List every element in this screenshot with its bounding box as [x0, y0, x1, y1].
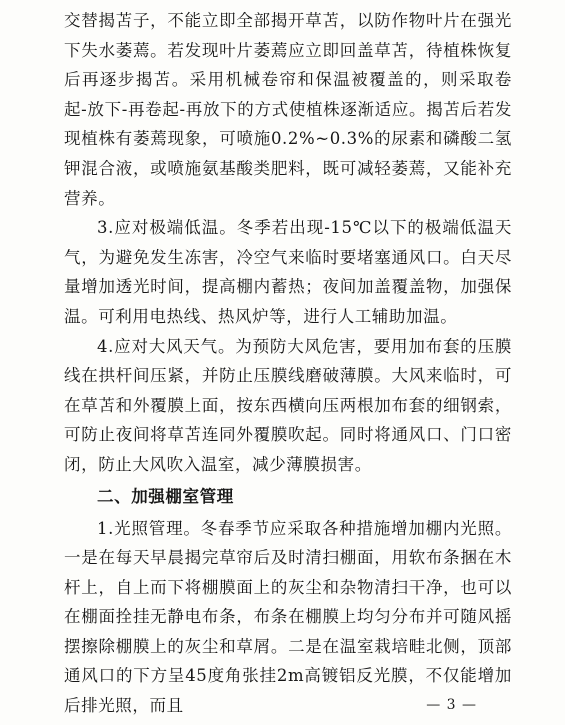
paragraph-extreme-cold: 3.应对极端低温。冬季若出现-15℃以下的极端低温天气，为避免发生冻害，冷空气来临时要堵塞通风口。白天尽量增加透光时间，提高棚内蓄热；夜间加盖覆盖物，加强保温。可利用电热线、热风炉等，进行人工辅助加温。: [64, 218, 512, 326]
page-number: — 3 —: [426, 697, 477, 713]
section-heading: 二、加强棚室管理: [97, 486, 234, 506]
paragraph-strong-wind: 4.应对大风天气。为预防大风危害，要用加布套的压膜线在拱杆间压紧，并防止压膜线磨破薄膜。大风来临时，可在草苫和外覆膜上面，按东西横向压两根加布套的细钢索，可防止夜间将草苫连同外覆膜吹起。同时将通风口、门口密闭，防止大风吹入温室，减少薄膜损害。: [64, 336, 512, 474]
page-body: [64, 6, 512, 721]
paragraph-continued-intro: 交替揭苫子，不能立即全部揭开草苫，以防作物叶片在强光下失水萎蔫。若发现叶片萎蔫应立即回盖草苫，待植株恢复后再逐步揭苫。采用机械卷帘和保温被覆盖的，则采取卷起-放下-再卷起-再放下的方式使植株逐渐适应。揭苫后若发现植株有萎蔫现象，可喷施0.2%~0.3%的尿素和磷酸二氢钾混合液，或喷施氨基酸类肥料，既可减轻萎蔫，又能补充营养。: [64, 11, 512, 208]
paragraph-light-management: 1.光照管理。冬春季节应采取各种措施增加棚内光照。一是在每天早晨揭完草帘后及时清扫棚面，用软布条捆在木杆上，自上而下将棚膜面上的灰尘和杂物清扫干净，也可以在棚面拴挂无静电布条，布条在棚膜上均匀分布并可随风摇摆擦除棚膜上的灰尘和草屑。二是在温室栽培畦北侧，顶部通风口的下方呈45度角张挂2m高镀铝反光膜，不仅能增加后排光照，而且: [64, 518, 512, 716]
